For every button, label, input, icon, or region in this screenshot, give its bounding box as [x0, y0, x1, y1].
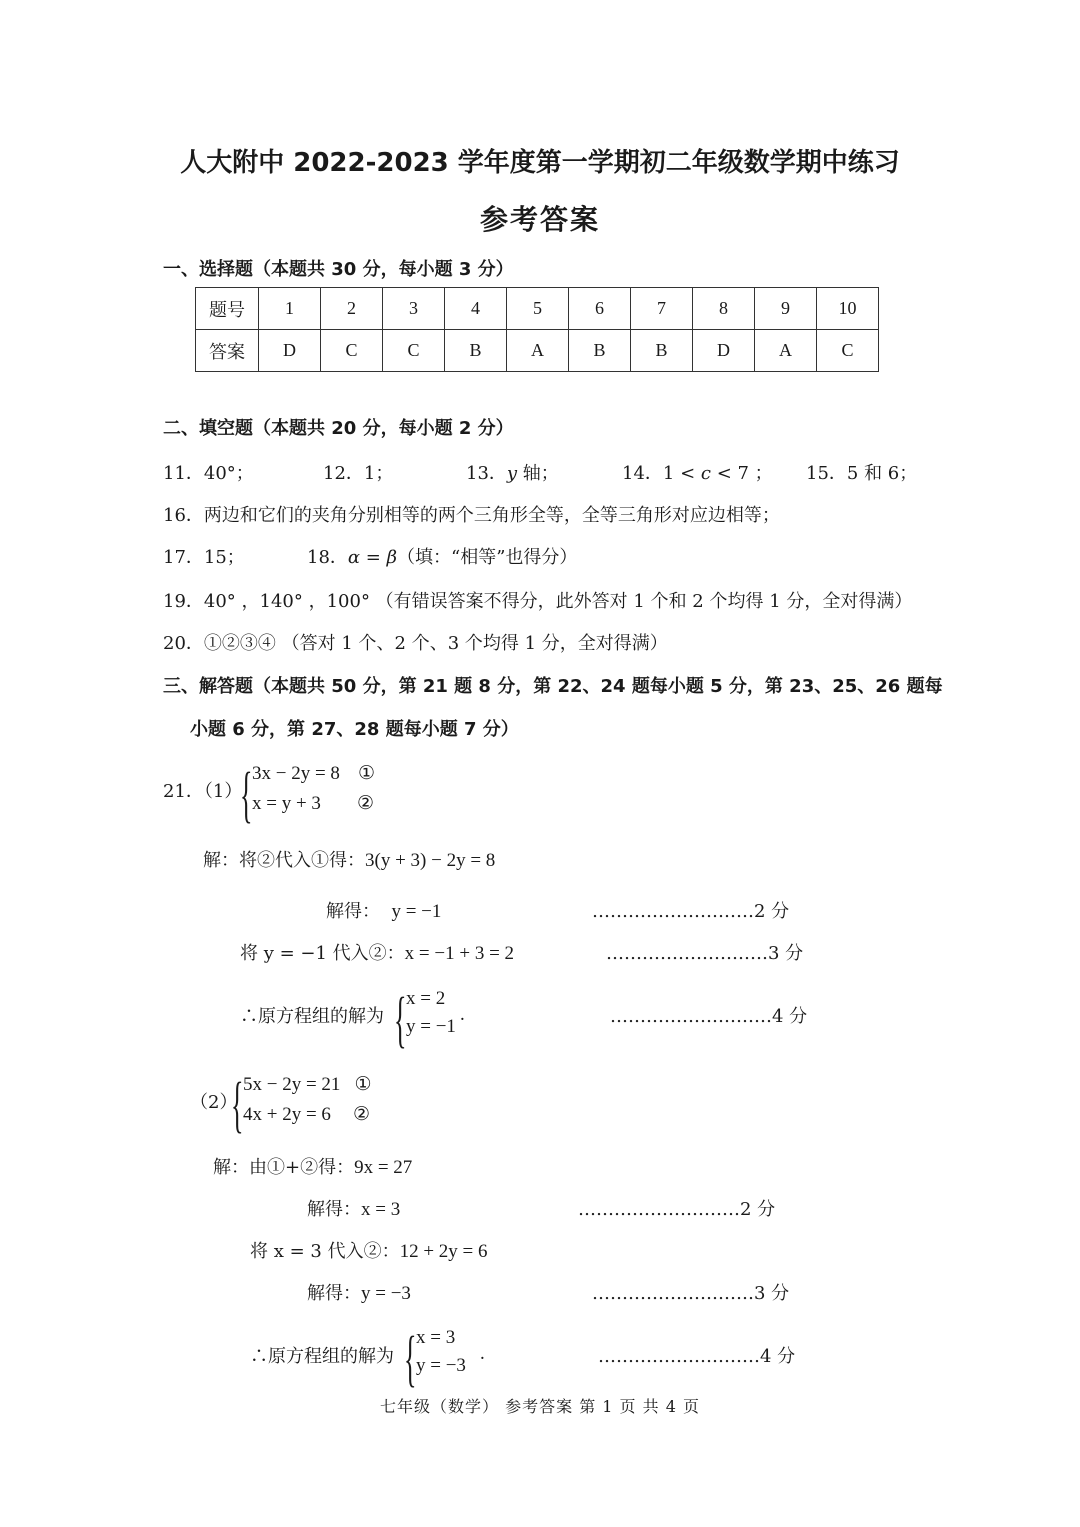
answer-q11: 11．40°；	[163, 463, 254, 484]
equation-text: 5x − 2y = 21	[243, 1074, 341, 1095]
step-math: y = −1	[391, 901, 442, 922]
page-subtitle: 参考答案	[479, 203, 600, 236]
table-row-label: 题号	[196, 288, 259, 330]
table-row-label: 答案	[196, 330, 259, 372]
step-math: x = 3	[361, 1199, 401, 1220]
solution-step	[307, 1279, 411, 1305]
step-math: 12 + 2y = 6	[399, 1241, 488, 1262]
equation-2	[243, 1103, 370, 1126]
equation-text: x = y + 3	[252, 793, 321, 814]
step-math: 3(y + 3) − 2y = 8	[365, 850, 496, 871]
q21-label: 21．（1）	[163, 781, 243, 802]
table-cell: 7	[631, 288, 693, 330]
answer-q12: 12．1；	[323, 463, 394, 484]
table-cell: C	[817, 330, 879, 372]
page-footer: 七年级（数学） 参考答案 第 1 页 共 4 页	[380, 1397, 700, 1416]
left-brace-icon: {	[231, 1070, 244, 1140]
answer-q20: 20．①②③④ （答对 1 个、2 个、3 个均得 1 分，全对得满）	[163, 633, 668, 654]
solution-step: ∴原方程组的解为	[250, 1346, 394, 1367]
score-marker: ………………………4 分	[610, 1006, 808, 1027]
q14-right: < 7 ；	[710, 463, 773, 484]
table-cell: 8	[693, 288, 755, 330]
answer-q18	[307, 543, 577, 569]
answer-q19: 19．40° ，140° ，100° （有错误答案不得分，此外答对 1 个和 2 个均得 1 分，全对得满）	[163, 591, 913, 612]
step-text: 将 y = −1 代入②：	[240, 943, 405, 964]
equation-text: 4x + 2y = 6	[243, 1104, 331, 1125]
table-cell: B	[445, 330, 507, 372]
q18-beta: β	[386, 547, 397, 568]
q14-variable: c	[700, 463, 711, 484]
q21-part2-label: （2）	[190, 1092, 238, 1113]
equation-1	[252, 762, 375, 785]
solution-x: x = 3	[416, 1327, 456, 1348]
answer-q14	[622, 459, 773, 485]
score-marker: ………………………3 分	[606, 943, 804, 964]
left-brace-icon: {	[240, 760, 253, 830]
section2-heading: 二、填空题（本题共 20 分，每小题 2 分）	[163, 418, 514, 439]
answer-table	[195, 287, 879, 372]
step-math: x = −1 + 3 = 2	[404, 943, 515, 964]
q13-number: 13．	[466, 463, 507, 484]
table-cell: A	[507, 330, 569, 372]
table-cell: 9	[755, 288, 817, 330]
q14-number: 14．	[622, 463, 663, 484]
q14-left: 1 <	[662, 463, 701, 484]
section1-heading: 一、选择题（本题共 30 分，每小题 3 分）	[163, 259, 514, 280]
section3-heading-line1: 三、解答题（本题共 50 分，第 21 题 8 分，第 22、24 题每小题 5 分，第 23、25、26 题每	[163, 676, 943, 697]
equation-mark: ②	[352, 1104, 370, 1125]
table-row	[196, 288, 879, 330]
period: .	[480, 1343, 485, 1364]
equation-mark: ①	[357, 763, 375, 784]
equation-mark: ②	[356, 793, 374, 814]
step-math: y = −3	[361, 1283, 411, 1304]
page-title: 人大附中 2022-2023 学年度第一学期初二年级数学期中练习	[180, 148, 900, 178]
step-text: 解得：	[326, 901, 380, 922]
left-brace-icon: {	[394, 985, 407, 1055]
table-cell: 2	[321, 288, 383, 330]
solution-step: ∴原方程组的解为	[240, 1006, 384, 1027]
score-marker: ………………………4 分	[598, 1346, 796, 1367]
equation-mark: ①	[354, 1074, 372, 1095]
q18-alpha: α	[347, 547, 361, 568]
q18-number: 18．	[307, 547, 348, 568]
table-cell: 10	[817, 288, 879, 330]
step-text: 解：由①+②得：	[213, 1157, 355, 1178]
table-cell: 5	[507, 288, 569, 330]
solution-step	[250, 1237, 488, 1263]
q18-note: （填：“相等”也得分）	[397, 547, 578, 568]
table-cell: 1	[259, 288, 321, 330]
step-text: 解得：	[307, 1199, 361, 1220]
answer-q16: 16．两边和它们的夹角分别相等的两个三角形全等，全等三角形对应边相等；	[163, 505, 780, 526]
section3-heading-line2: 小题 6 分，第 27、28 题每小题 7 分）	[190, 719, 519, 740]
step-math: 9x = 27	[354, 1157, 413, 1178]
solution-step	[307, 1195, 400, 1221]
solution-y: y = −3	[416, 1355, 466, 1376]
solution-step	[203, 846, 495, 872]
equation-2	[252, 792, 374, 815]
left-brace-icon: {	[404, 1324, 417, 1394]
table-cell: 6	[569, 288, 631, 330]
solution-x: x = 2	[406, 988, 446, 1009]
q13-text: 轴；	[517, 463, 559, 484]
table-row	[196, 330, 879, 372]
table-cell: C	[321, 330, 383, 372]
table-cell: 4	[445, 288, 507, 330]
step-text: 解得：	[307, 1283, 361, 1304]
table-cell: A	[755, 330, 817, 372]
table-cell: B	[631, 330, 693, 372]
answer-q13	[466, 459, 559, 485]
solution-y: y = −1	[406, 1016, 456, 1037]
answer-q15: 15．5 和 6；	[806, 463, 918, 484]
step-text: 解：将②代入①得：	[203, 850, 365, 871]
equation-1	[243, 1073, 371, 1096]
score-marker: ………………………3 分	[592, 1283, 790, 1304]
solution-step	[213, 1153, 412, 1179]
table-cell: C	[383, 330, 445, 372]
score-marker: ………………………2 分	[592, 901, 790, 922]
equation-text: 3x − 2y = 8	[252, 763, 340, 784]
q18-equals: =	[360, 547, 387, 568]
table-cell: D	[693, 330, 755, 372]
table-cell: 3	[383, 288, 445, 330]
table-cell: B	[569, 330, 631, 372]
answer-q17: 17．15；	[163, 547, 245, 568]
score-marker: ………………………2 分	[578, 1199, 776, 1220]
table-cell: D	[259, 330, 321, 372]
period: .	[460, 1004, 465, 1025]
step-text: 将 x = 3 代入②：	[250, 1241, 400, 1262]
q13-variable: y	[506, 463, 518, 484]
solution-step	[326, 897, 441, 923]
solution-step	[240, 939, 514, 965]
